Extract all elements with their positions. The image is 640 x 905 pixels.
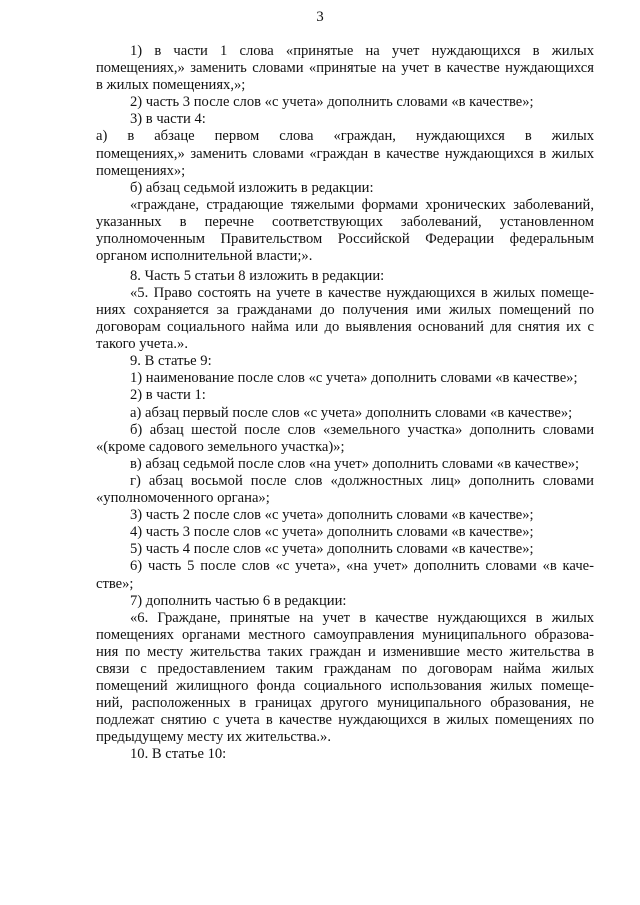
- text-line: а) абзац первый после слов «с учета» дополнить словами «в качестве»;: [130, 404, 573, 421]
- text-line: предыдущему месту их жительства.».: [96, 729, 331, 746]
- text-line: такого учета.».: [96, 336, 188, 353]
- text-line: б) абзац седьмой изложить в редакции:: [130, 179, 374, 196]
- text-line: 2) в части 1:: [130, 387, 206, 404]
- text-line: помещениях,» заменить словами «граждан в качестве нуждающихся в жилых: [96, 145, 594, 162]
- text-line: в) абзац седьмой после слов «на учет» дополнить словами «в качестве»;: [130, 455, 580, 472]
- text-line: 7) дополнить частью 6 в редакции:: [130, 592, 347, 609]
- text-line: 4) часть 3 после слов «с учета» дополнить словами «в качестве»;: [130, 524, 534, 541]
- text-line: 8. Часть 5 статьи 8 изложить в редакции:: [130, 267, 385, 284]
- text-line: помещениях»;: [96, 162, 186, 179]
- text-line: 1) наименование после слов «с учета» дополнить словами «в качестве»;: [130, 370, 578, 387]
- text-line: а) в абзаце первом слова «граждан, нуждающихся в жилых: [96, 128, 594, 145]
- text-line: «уполномоченного органа»;: [96, 490, 270, 507]
- text-line: «5. Право состоять на учете в качестве нуждающихся в жилых помеще-: [130, 284, 594, 301]
- text-line: в жилых помещениях,»;: [96, 77, 246, 94]
- text-line: б) абзац шестой после слов «земельного участка» дополнить словами: [130, 421, 594, 438]
- text-line: органом исполнительной власти;».: [96, 248, 313, 265]
- text-line: подлежат снятию с учета в качестве нуждающихся в жилых помещениях по: [96, 712, 594, 729]
- text-line: помещений жилищного фонда социального использования жилых помеще-: [96, 678, 594, 695]
- text-line: «6. Граждане, принятые на учет в качестве нуждающихся в жилых: [130, 609, 594, 626]
- page-number: 3: [316, 9, 324, 25]
- text-line: помещениях,» заменить словами «принятые на учет в качестве нуждающихся: [96, 60, 594, 77]
- text-line: 6) часть 5 после слов «с учета», «на учет» дополнить словами «в каче-: [130, 558, 594, 575]
- text-line: «граждане, страдающие тяжелыми формами хронических заболеваний,: [130, 196, 594, 213]
- text-line: г) абзац восьмой после слов «должностных лиц» дополнить словами: [130, 472, 594, 489]
- text-line: 2) часть 3 после слов «с учета» дополнить словами «в качестве»;: [130, 94, 534, 111]
- text-line: связи с предоставлением таким гражданам по договорам найма жилых: [96, 660, 594, 677]
- text-line: 10. В статье 10:: [130, 746, 227, 763]
- text-line: ний, расположенных в границах другого муниципального образования, не: [96, 695, 594, 712]
- text-line: 9. В статье 9:: [130, 353, 212, 370]
- text-line: 3) часть 2 после слов «с учета» дополнить словами «в качестве»;: [130, 507, 534, 524]
- text-line: «(кроме садового земельного участка)»;: [96, 438, 345, 455]
- text-line: договорам социального найма или до выявления оснований для снятия их с: [96, 319, 594, 336]
- text-line: стве»;: [96, 575, 134, 592]
- document-body: [96, 43, 594, 764]
- text-line: 5) часть 4 после слов «с учета» дополнить словами «в качестве»;: [130, 541, 534, 558]
- text-line: помещениях органами местного самоуправления муниципального образова-: [96, 626, 594, 643]
- text-line: указанных в перечне соответствующих заболеваний, установленном: [96, 213, 594, 230]
- text-line: ниях сохраняется за гражданами до получения ими жилых помещений по: [96, 302, 594, 318]
- text-line: ния по месту жительства таких граждан и изменившие место жительства в: [96, 643, 594, 660]
- text-line: 1) в части 1 слова «принятые на учет нуждающихся в жилых: [130, 43, 594, 59]
- text-line: 3) в части 4:: [130, 111, 206, 128]
- text-line: уполномоченным Правительством Российской Федерации федеральным: [96, 231, 594, 248]
